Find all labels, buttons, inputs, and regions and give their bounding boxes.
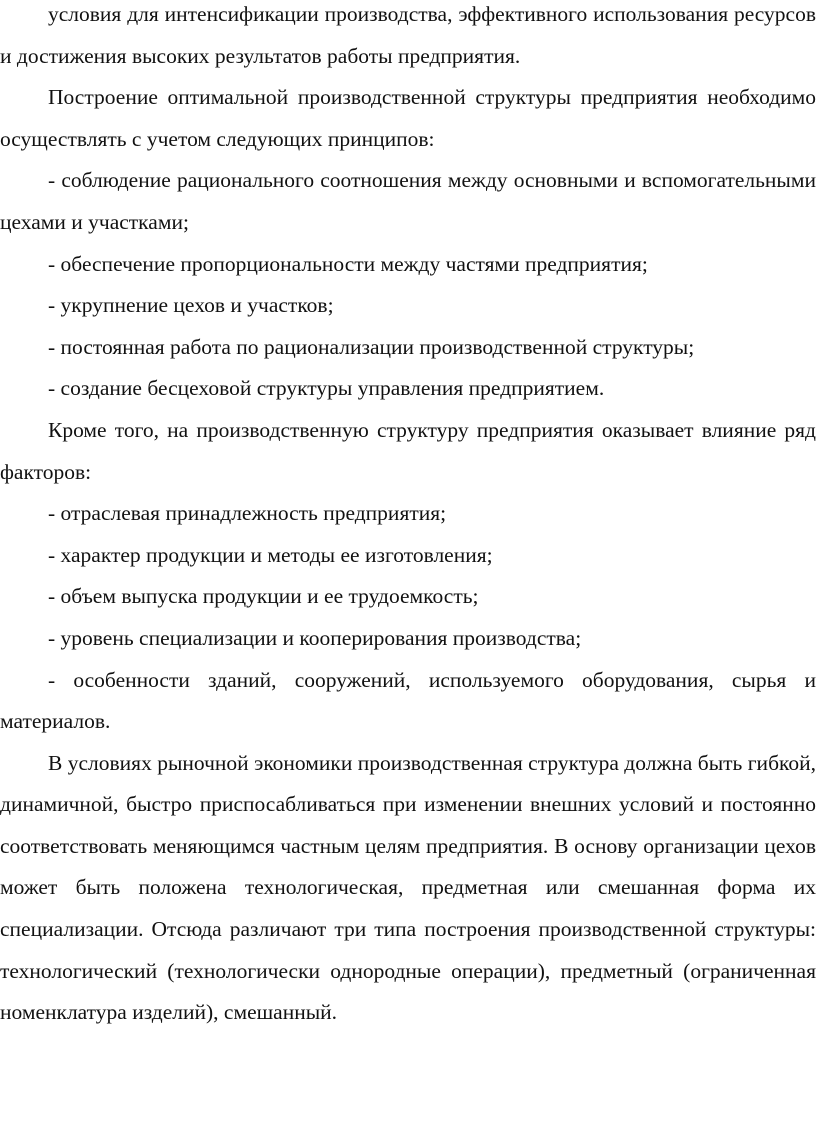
list-item-factor: - объем выпуска продукции и ее трудоемкость; [48,584,479,609]
paragraph-principles-intro: Построение оптимальной производственной структуры предприятия необходимо осуществлять с учетом следующих принципов: [0,85,816,151]
paragraph-market-economy: В условиях рыночной экономики производственная структура должна быть гибкой, динамичной, быстро приспосабливаться при изменении внешних условий и постоянно соответствовать меняющимся частным целям предприятия. В основу организации цехов может быть положена технологическая, предметная или смешанная форма их специализации. Отсюда различают три типа построения производственной структуры: технологический (технологически однородные операции), предметный (ограниченная номенклатура изделий), смешанный. [0,750,816,1025]
list-item-principle: - постоянная работа по рационализации производственной структуры; [48,334,695,359]
list-item-factor: - отраслевая принадлежность предприятия; [48,501,447,526]
list-item-factor: - особенности зданий, сооружений, используемого оборудования, сырья и материалов. [0,667,816,734]
list-item-principle: - создание бесцеховой структуры управления предприятием. [48,376,605,401]
paragraph-continuation: условия для интенсификации производства, эффективного использования ресурсов и достижения высоких результатов работы предприятия. [0,2,816,68]
list-item-principle: - укрупнение цехов и участков; [48,293,334,318]
list-item-principle: - обеспечение пропорциональности между частями предприятия; [48,251,648,276]
list-item-factor: - уровень специализации и кооперирования производства; [48,625,582,650]
list-item-factor: - характер продукции и методы ее изготовления; [48,542,493,567]
list-item-principle: - соблюдение рационального соотношения между основными и вспомогательными цехами и участками; [0,168,816,234]
paragraph-factors-intro: Кроме того, на производственную структуру предприятия оказывает влияние ряд факторов: [0,417,816,484]
